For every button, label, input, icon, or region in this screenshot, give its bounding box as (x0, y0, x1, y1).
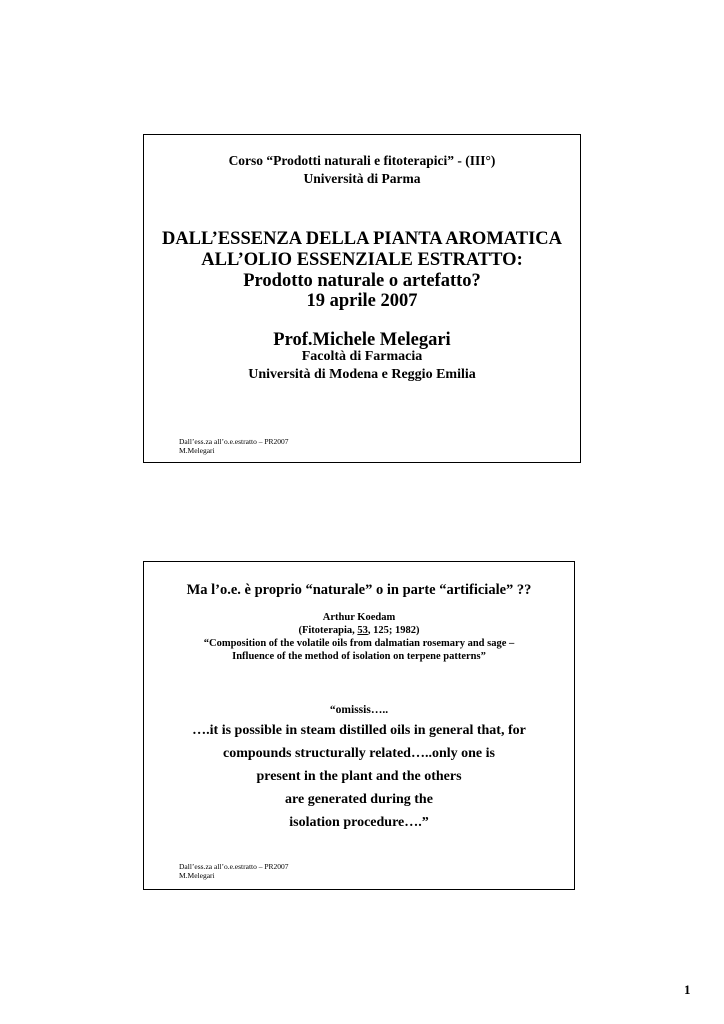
lecture-title-line-1: DALL’ESSENZA DELLA PIANTA AROMATICA (161, 229, 563, 249)
quote-line-4: are generated during the (285, 792, 433, 807)
university-name: Università di Parma (303, 171, 421, 186)
quote-line-3: present in the plant and the others (256, 769, 462, 784)
quote-line-1: ….it is possible in steam distilled oils in general that, for (192, 723, 526, 738)
citation-suffix: , 125; 1982) (367, 625, 420, 636)
page-number: 1 (684, 982, 691, 997)
slide-footer-line-2: M.Melegari (179, 446, 215, 455)
author-name: Arthur Koedam (322, 612, 396, 623)
article-title-line-1: “Composition of the volatile oils from dalmatian rosemary and sage – (203, 638, 515, 649)
speaker-name: Prof.Michele Melegari (273, 330, 451, 350)
slide-footer-line-1: Dall’ess.za all’o.e.estratto – PR2007 (179, 862, 289, 871)
lecture-title-line-2: ALL’OLIO ESSENZIALE ESTRATTO: (201, 250, 523, 270)
course-title: Corso “Prodotti naturali e fitoterapici” - (III°) (228, 153, 496, 168)
citation-prefix: (Fitoterapia, (298, 625, 358, 636)
quote-line-5: isolation procedure….” (289, 815, 429, 830)
article-title-line-2: Influence of the method of isolation on terpene patterns” (232, 651, 486, 662)
citation-volume: 53 (357, 625, 368, 636)
lecture-date: 19 aprile 2007 (306, 291, 418, 311)
quote-line-2: compounds structurally related…..only one is (223, 746, 495, 761)
speaker-university: Università di Modena e Reggio Emilia (248, 367, 476, 382)
slide-1 (143, 134, 581, 463)
citation (144, 625, 574, 636)
omissis-note: “omissis….. (329, 704, 389, 716)
slide-footer-line-1: Dall’ess.za all’o.e.estratto – PR2007 (179, 437, 289, 446)
speaker-faculty: Facoltà di Farmacia (301, 349, 423, 364)
slide-heading: Ma l’o.e. è proprio “naturale” o in parte “artificiale” ?? (186, 582, 532, 598)
slide-2 (143, 561, 575, 890)
lecture-subtitle: Prodotto naturale o artefatto? (243, 271, 481, 291)
slide-footer-line-2: M.Melegari (179, 871, 215, 880)
